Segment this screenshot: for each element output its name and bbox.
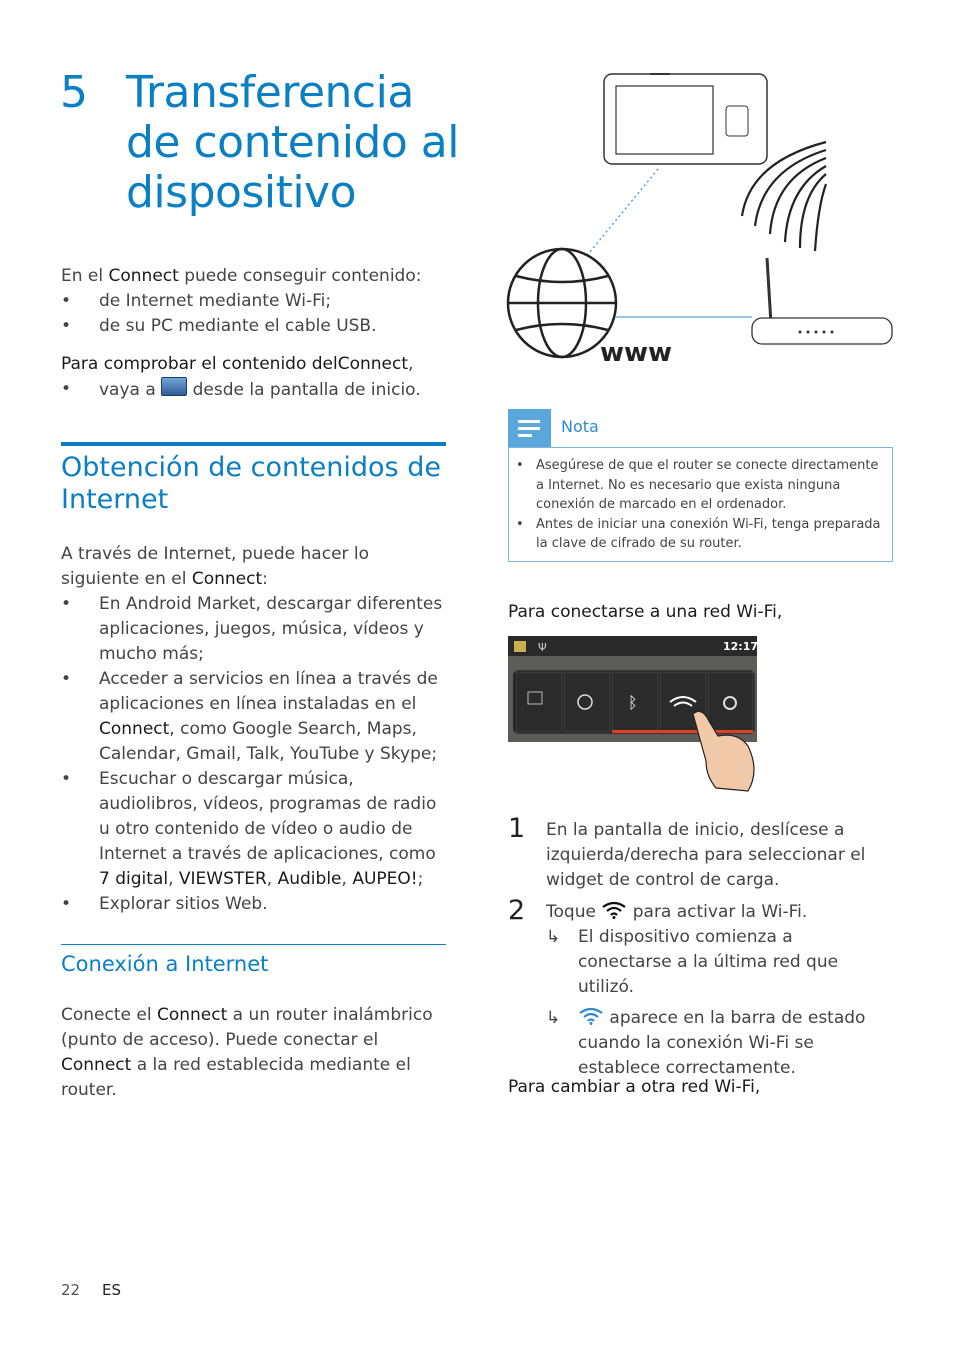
subsection-title: Conexión a Internet (61, 952, 269, 976)
device-icon (604, 74, 767, 164)
section-body (61, 542, 446, 917)
gallery-app-icon (161, 377, 187, 396)
connect-heading: Para conectarse a una red Wi-Fi, (508, 602, 783, 622)
note-text (516, 456, 888, 554)
subsection-paragraph: Conecte el Connect a un router inalámbrico (punto de acceso). Puede conectar el Connect a la red establecida mediante el router. (61, 1005, 433, 1100)
section-bullet: • Explorar sitios Web. (61, 892, 446, 917)
intro-paragraph: En el Connect puede conseguir contenido: (61, 266, 422, 286)
section-bullet: • Escuchar o descargar música, audiolibros, vídeos, programas de radio u otro contenido de vídeo o audio de Internet a través de aplicaciones, como 7 digital, VIEWSTER, Audible, AUPEO!; (61, 767, 446, 892)
check-heading: Para comprobar el contenido delConnect, (61, 354, 414, 374)
wifi-icon (601, 901, 627, 919)
step-number: 1 (508, 813, 526, 844)
intro-bullet: • de Internet mediante Wi-Fi; (61, 289, 446, 314)
note-label: Nota (561, 417, 599, 436)
page-number: 22 (61, 1281, 81, 1299)
network-illustration (500, 66, 900, 376)
result-item: ↳ El dispositivo comienza a conectarse a la última red que utilizó. (546, 925, 891, 1000)
note-item: • Antes de iniciar una conexión Wi-Fi, tenga preparada la clave de cifrado de su router. (516, 515, 888, 554)
step-number: 2 (508, 895, 526, 926)
section-bullet: • En Android Market, descargar diferentes aplicaciones, juegos, música, vídeos y mucho más; (61, 592, 446, 667)
section-title: Obtención de contenidos de Internet (61, 452, 441, 515)
note-icon (508, 409, 551, 447)
check-block (61, 352, 446, 403)
language-code: ES (102, 1281, 121, 1299)
subsection-rule (61, 944, 446, 945)
section-intro: A través de Internet, puede hacer lo siguiente en el Connect: (61, 544, 370, 589)
chapter-number: 5 (60, 67, 88, 118)
www-label: www (600, 338, 673, 368)
status-time: 12:17 (723, 640, 758, 653)
section-rule (61, 442, 446, 446)
intro-bullet: • de su PC mediante el cable USB. (61, 314, 446, 339)
bluetooth-icon: ᛒ (628, 693, 638, 712)
section-bullet: • Acceder a servicios en línea a través de aplicaciones en línea instaladas en el Connect, como Google Search, Maps, Calendar, Gmail, Talk, YouTube y Skype; (61, 667, 446, 767)
check-bullet: • vaya a desde la pantalla de inicio. (61, 377, 446, 403)
note-item: • Asegúrese de que el router se conecte directamente a Internet. No es necesario que exista ninguna conexión de marcado en el ordenador. (516, 456, 888, 515)
chapter-title: Transferencia de contenido al dispositivo (126, 67, 459, 218)
intro-block (61, 264, 446, 339)
result-list (546, 925, 891, 1081)
usb-icon: Ψ (538, 641, 547, 654)
wifi-status-icon (578, 1007, 604, 1025)
step-text: Toque para activar la Wi-Fi. (546, 902, 808, 922)
power-widget-screenshot (508, 636, 758, 794)
result-item: ↳ aparece en la barra de estado cuando la conexión Wi-Fi se establece correctamente. (546, 1006, 891, 1081)
status-bar-icon (514, 641, 526, 652)
change-heading: Para cambiar a otra red Wi-Fi, (508, 1077, 761, 1097)
router-icon (752, 258, 892, 344)
step-text: En la pantalla de inicio, deslícese a izquierda/derecha para seleccionar el widget de control de carga. (546, 820, 866, 890)
